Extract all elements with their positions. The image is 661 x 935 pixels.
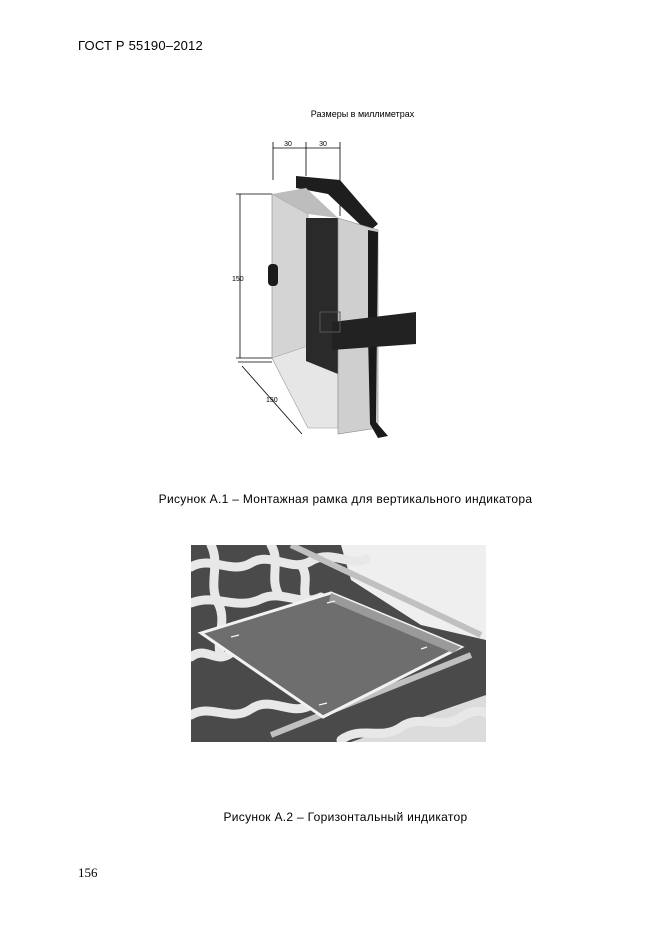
side-handle [268,264,278,286]
dim-label-a: 30 [284,141,292,148]
vertical-indicator-frame-drawing [228,136,428,446]
figure2-caption: Рисунок А.2 – Горизонтальный индикатор [223,810,468,824]
horizontal-indicator-photo [191,545,486,742]
document-header: ГОСТ Р 55190–2012 [78,38,203,53]
page-number: 156 [78,865,98,880]
dim-label-depth: 150 [266,397,278,404]
dim-label-b: 30 [319,141,327,148]
dimensions-note: Размеры в миллиметрах [310,109,415,119]
dim-label-height: 150 [232,276,244,283]
indicator-panel [306,218,338,374]
figure1-caption: Рисунок А.1 – Монтажная рамка для вертикального индикатора [158,492,533,506]
